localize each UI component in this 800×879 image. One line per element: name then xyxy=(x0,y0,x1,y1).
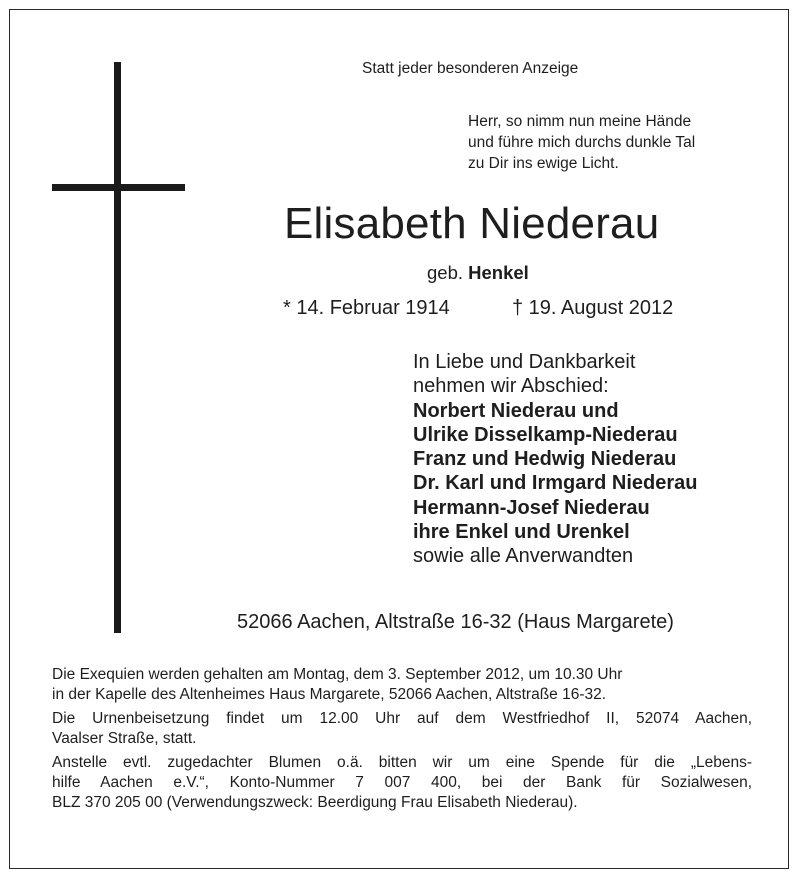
address: 52066 Aachen, Altstraße 16-32 (Haus Margarete) xyxy=(237,611,674,633)
burial-note xyxy=(52,709,752,749)
service-notes xyxy=(52,665,752,817)
born-prefix: geb. xyxy=(427,262,464,283)
note-line: hilfe Aachen e.V.“, Konto-Nummer 7 007 400, bei der Bank für Sozialwesen, xyxy=(52,774,752,791)
verse-line: und führe mich durchs dunkle Tal xyxy=(468,134,696,151)
verse xyxy=(468,111,695,174)
note-line: BLZ 370 205 00 (Verwendungszweck: Beerdigung Frau Elisabeth Niederau). xyxy=(52,794,578,811)
cross-icon-bar xyxy=(52,184,185,191)
note-line: Anstelle evtl. zugedachter Blumen o.ä. bitten wir um eine Spende für die „Lebens- xyxy=(52,754,752,771)
mourner-name: ihre Enkel und Urenkel xyxy=(413,521,630,544)
verse-line: zu Dir ins ewige Licht. xyxy=(468,155,619,172)
donation-note xyxy=(52,753,752,813)
deceased-name: Elisabeth Niederau xyxy=(284,199,660,248)
born-name: Henkel xyxy=(468,262,529,283)
mourners-intro-line: nehmen wir Abschied: xyxy=(413,375,609,398)
mourner-name: Norbert Niederau und xyxy=(413,399,619,422)
mourner-name: Hermann-Josef Niederau xyxy=(413,496,650,519)
death-date: † 19. August 2012 xyxy=(512,297,674,319)
birth-date: * 14. Februar 1914 xyxy=(283,297,450,319)
mourner-name: Ulrike Disselkamp-Niederau xyxy=(413,423,678,446)
note-line: in der Kapelle des Altenheimes Haus Margarete, 52066 Aachen, Altstraße 16-32. xyxy=(52,686,607,703)
note-line: Die Urnenbeisetzung findet um 12.00 Uhr auf dem Westfriedhof II, 52074 Aachen, xyxy=(52,710,752,727)
exequies-note xyxy=(52,665,752,705)
header-note: Statt jeder besonderen Anzeige xyxy=(362,60,579,77)
mourner-name: Dr. Karl und Irmgard Niederau xyxy=(413,472,698,495)
mourners-closing: sowie alle Anverwandten xyxy=(413,545,634,568)
verse-line: Herr, so nimm nun meine Hände xyxy=(468,113,692,130)
maiden-name xyxy=(427,262,529,284)
note-line: Vaalser Straße, statt. xyxy=(52,730,197,747)
mourner-name: Franz und Hedwig Niederau xyxy=(413,448,677,471)
mourners xyxy=(413,350,698,569)
mourners-intro-line: In Liebe und Dankbarkeit xyxy=(413,351,636,373)
note-line: Die Exequien werden gehalten am Montag, dem 3. September 2012, um 10.30 Uhr xyxy=(52,666,623,683)
cross-icon xyxy=(114,62,121,633)
